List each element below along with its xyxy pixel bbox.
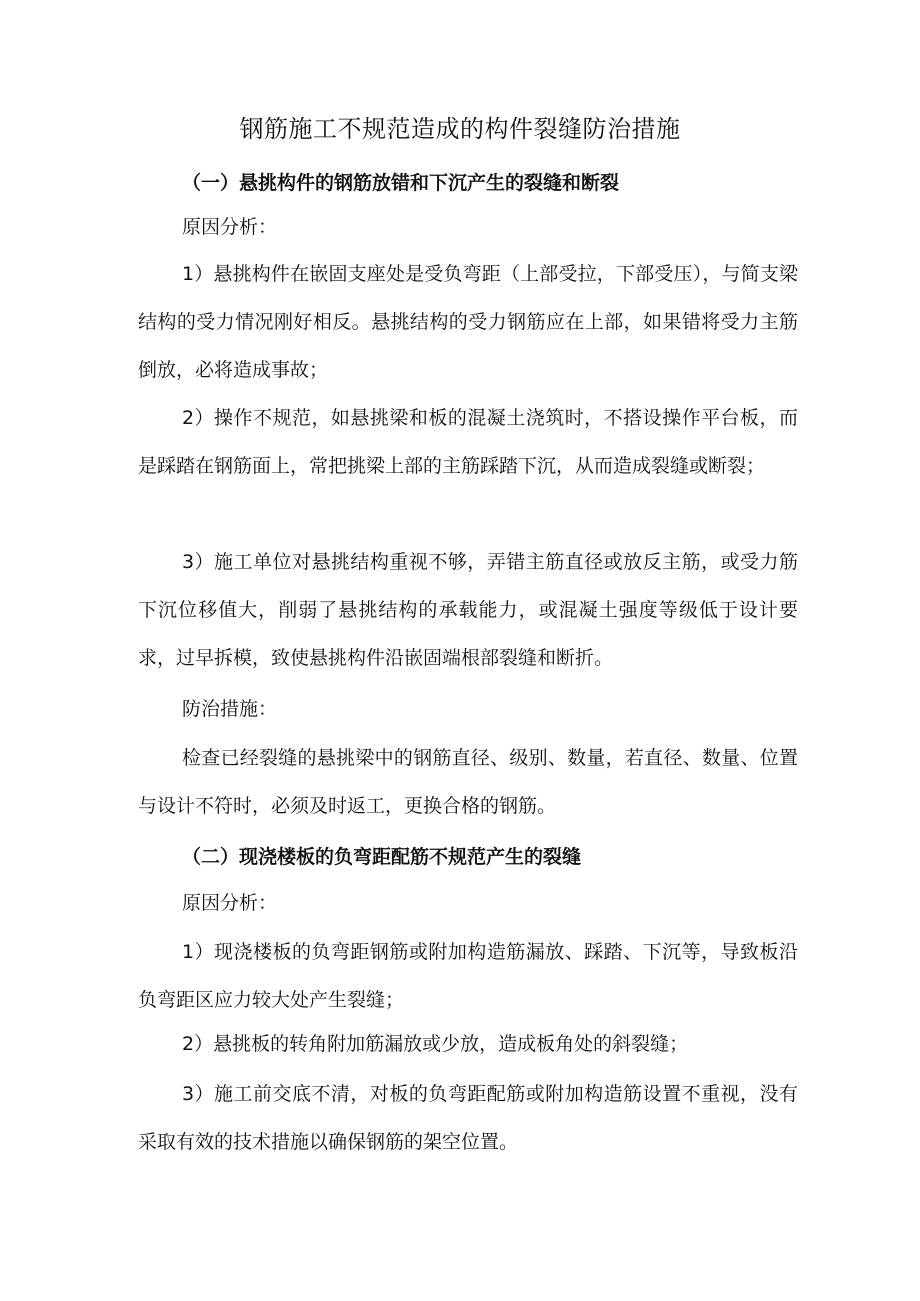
section1-cause-1: 1）悬挑构件在嵌固支座处是受负弯距（上部受拉，下部受压），与简支梁结构的受力情况刚好相反。悬挑结构的受力钢筋应在上部，如果错将受力主筋倒放，必将造成事故；	[138, 263, 798, 381]
section2-cause-1: 1）现浇楼板的负弯距钢筋或附加构造筋漏放、踩踏、下沉等，导致板沿负弯距区应力较大处产生裂缝；	[138, 941, 798, 1011]
section2-cause-label: 原因分析：	[182, 892, 278, 914]
section1-cause-2: 2）操作不规范，如悬挑梁和板的混凝土浇筑时，不搭设操作平台板，而是踩踏在钢筋面上，常把挑梁上部的主筋踩踏下沉，从而造成裂缝或断裂；	[138, 407, 798, 477]
page-title: 钢筋施工不规范造成的构件裂缝防治措施	[239, 115, 681, 143]
section1-heading: （一）悬挑构件的钢筋放错和下沉产生的裂缝和断裂	[182, 172, 620, 194]
section1-cause-3: 3）施工单位对悬挑结构重视不够，弄错主筋直径或放反主筋，或受力筋下沉位移值大，削弱了悬挑结构的承载能力，或混凝土强度等级低于设计要求，过早拆模，致使悬挑构件沿嵌固端根部裂缝和断折。	[138, 551, 798, 669]
section2-cause-2: 2）悬挑板的转角附加筋漏放或少放，造成板角处的斜裂缝；	[182, 1033, 689, 1055]
section2-cause-3: 3）施工前交底不清，对板的负弯距配筋或附加构造筋设置不重视，没有采取有效的技术措施以确保钢筋的架空位置。	[138, 1083, 798, 1153]
section2-heading: （二）现浇楼板的负弯距配筋不规范产生的裂缝	[182, 846, 582, 868]
section1-cause-label: 原因分析：	[182, 216, 278, 238]
section1-measure-label: 防治措施：	[182, 698, 278, 720]
section1-measure: 检查已经裂缝的悬挑梁中的钢筋直径、级别、数量，若直径、数量、位置与设计不符时，必须及时返工，更换合格的钢筋。	[138, 747, 798, 817]
